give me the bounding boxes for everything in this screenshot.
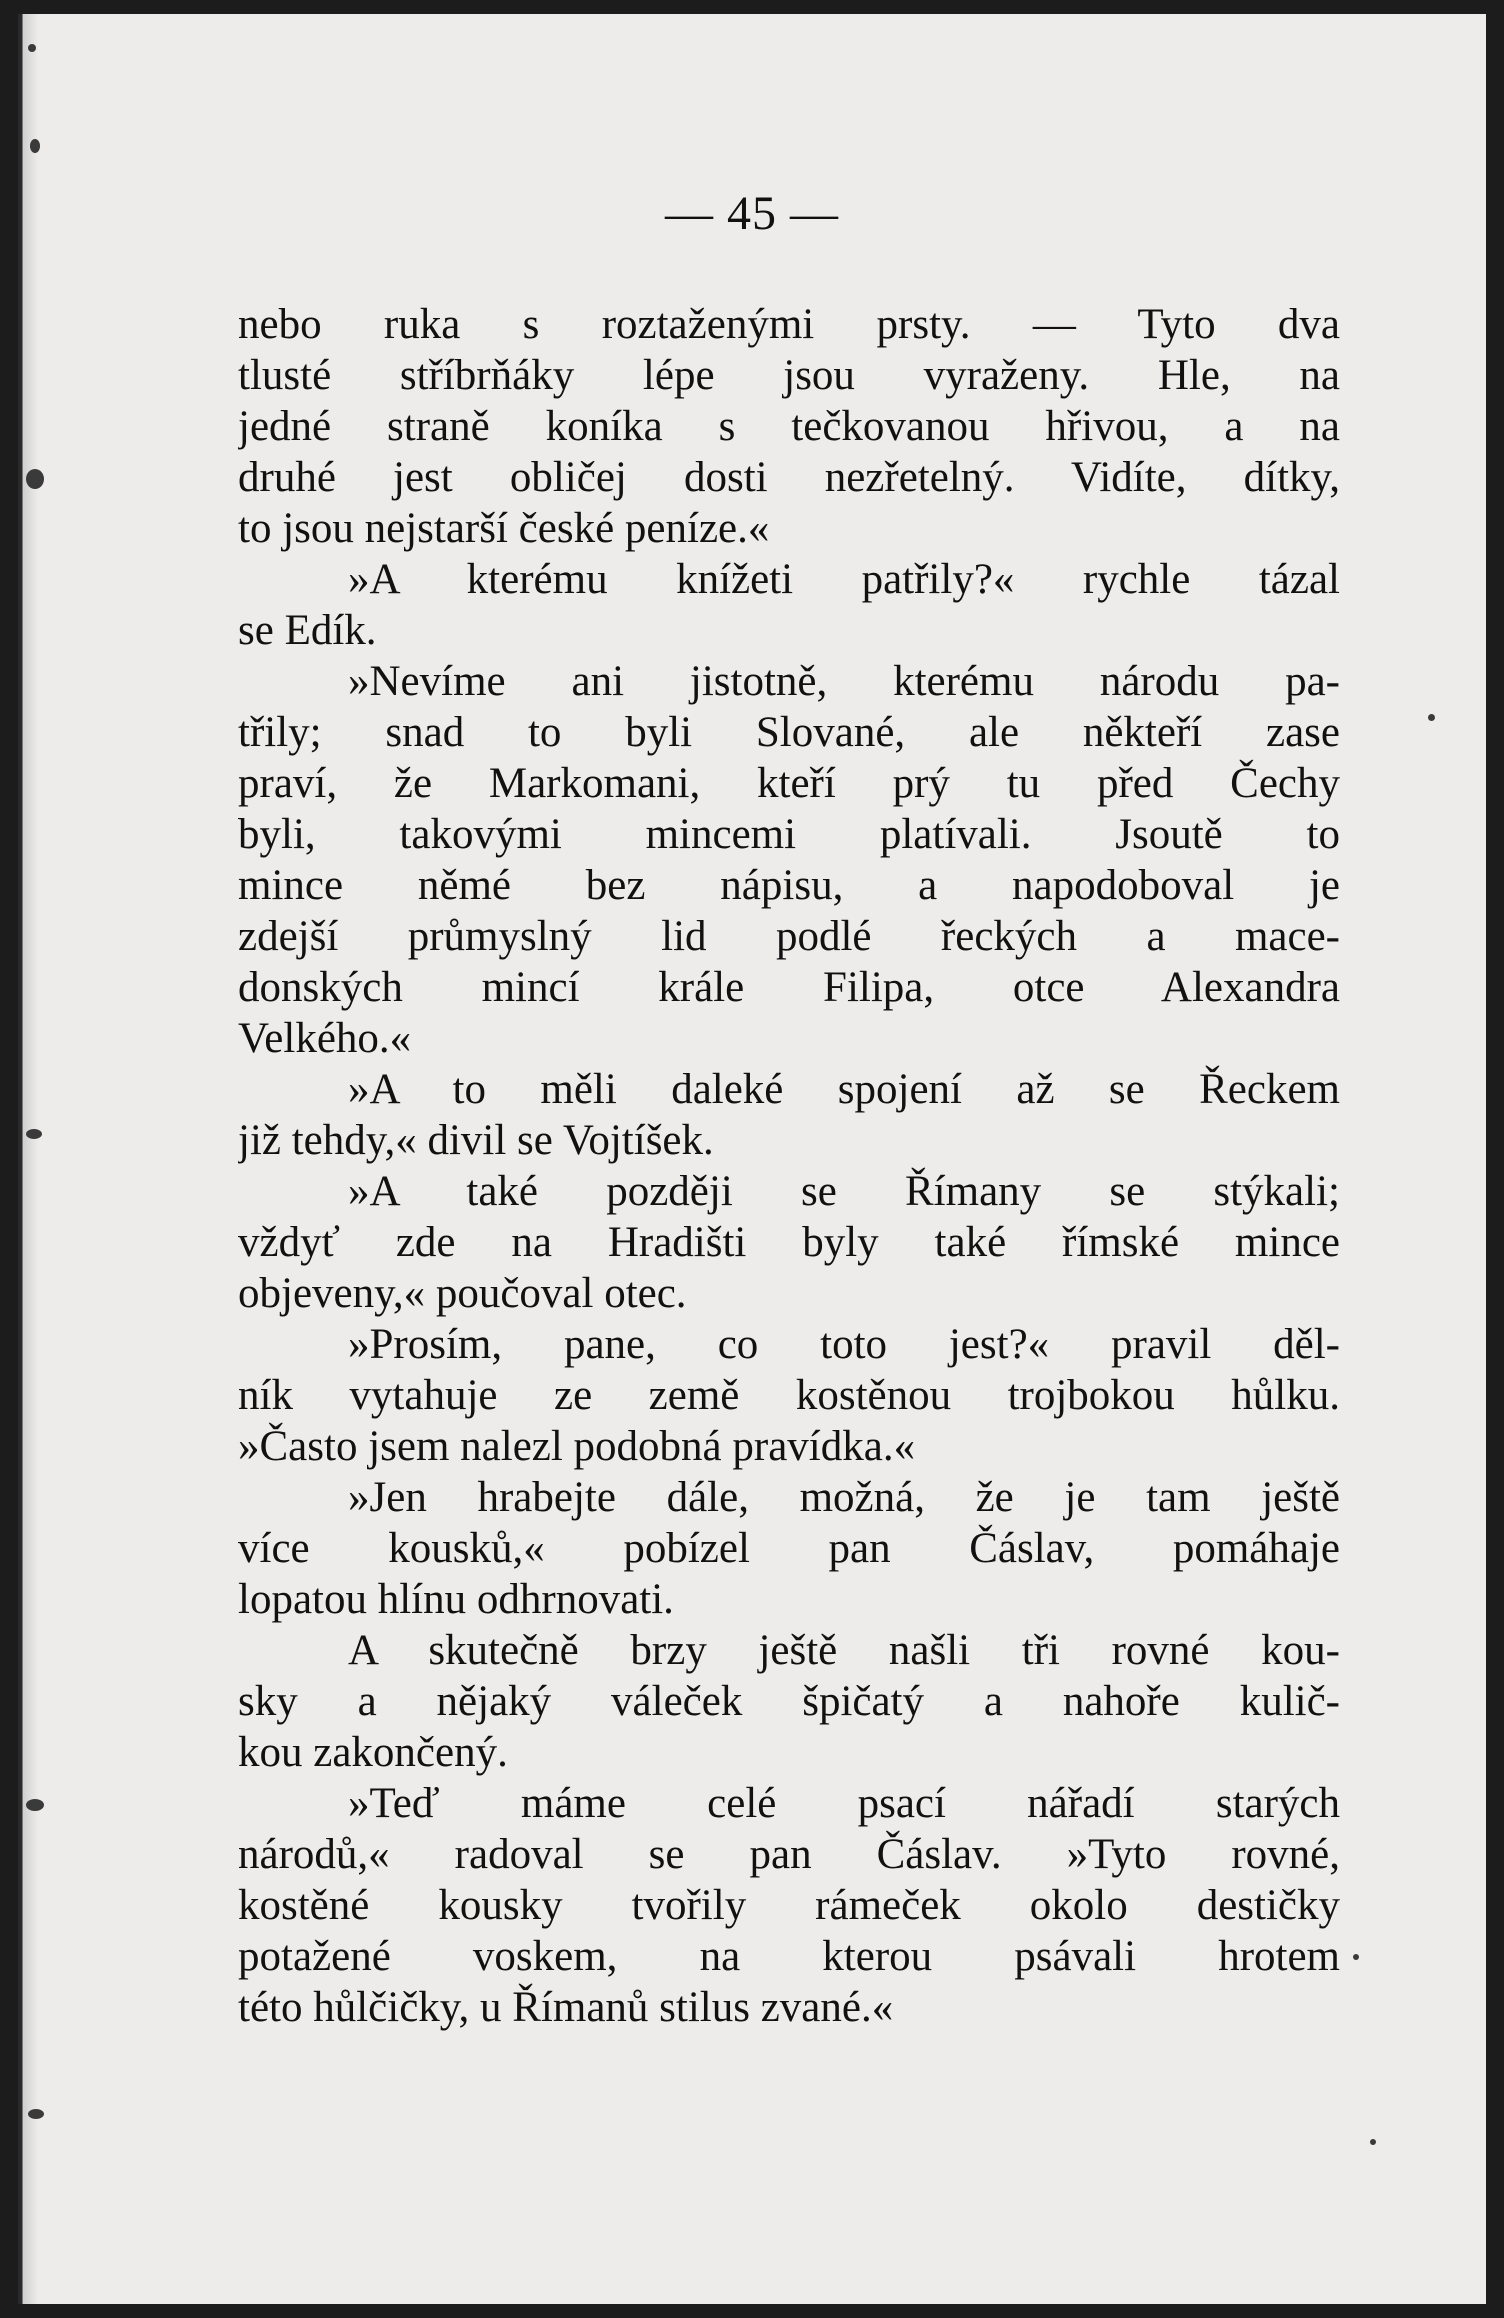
print-speck — [30, 139, 40, 153]
text-line: nebo ruka s roztaženými prsty. — Tyto dva — [238, 301, 1340, 348]
text-line: sky a nějaký váleček špičatý a nahoře kulič- — [238, 1678, 1340, 1725]
print-speck — [26, 469, 44, 489]
print-speck — [28, 2109, 44, 2119]
text-line: »Často jsem nalezl podobná pravídka.« — [238, 1423, 916, 1470]
text-line: »Prosím, pane, co toto jest?« pravil děl- — [348, 1321, 1340, 1368]
text-line: potažené voskem, na kterou psávali hrotem — [238, 1933, 1340, 1980]
body-text — [238, 299, 1340, 2033]
text-line: třily; snad to byli Slované, ale někteří zase — [238, 709, 1340, 756]
text-line: objeveny,« poučoval otec. — [238, 1270, 687, 1317]
text-line: »Teď máme celé psací nářadí starých — [348, 1780, 1340, 1827]
text-line: tlusté stříbrňáky lépe jsou vyraženy. Hle, na — [238, 352, 1340, 399]
text-line: vždyť zde na Hradišti byly také římské mince — [238, 1219, 1340, 1266]
text-line: »Nevíme ani jistotně, kterému národu pa- — [348, 658, 1340, 705]
text-line: donských mincí krále Filipa, otce Alexandra — [238, 964, 1340, 1011]
print-speck — [26, 1129, 42, 1139]
text-line: ník vytahuje ze země kostěnou trojbokou hůlku. — [238, 1372, 1340, 1419]
text-line: »A kterému knížeti patřily?« rychle tázal — [348, 556, 1340, 603]
page-number: — 45 — — [665, 187, 839, 240]
text-line: kou zakončený. — [238, 1729, 508, 1776]
text-line: byli, takovými mincemi platívali. Jsoutě to — [238, 811, 1340, 858]
print-speck — [26, 1799, 44, 1811]
print-speck — [28, 44, 36, 52]
text-line: »A také později se Římany se stýkali; — [348, 1168, 1340, 1215]
text-line: již tehdy,« divil se Vojtíšek. — [238, 1117, 714, 1164]
text-line: více kousků,« pobízel pan Čáslav, pomáhaje — [238, 1525, 1340, 1572]
book-page — [18, 14, 1486, 2304]
text-line: kostěné kousky tvořily rámeček okolo destičky — [238, 1882, 1340, 1929]
text-line: mince němé bez nápisu, a napodoboval je — [238, 862, 1340, 909]
text-line: národů,« radoval se pan Čáslav. »Tyto rovné, — [238, 1831, 1340, 1878]
text-line: praví, že Markomani, kteří prý tu před Čechy — [238, 760, 1340, 807]
text-line: této hůlčičky, u Římanů stilus zvané.« — [238, 1984, 894, 2031]
text-line: zdejší průmyslný lid podlé řeckých a mace- — [238, 913, 1340, 960]
text-line: A skutečně brzy ještě našli tři rovné kou- — [348, 1627, 1340, 1674]
text-line: lopatou hlínu odhrnovati. — [238, 1576, 674, 1623]
print-speck — [1370, 2139, 1376, 2145]
print-speck — [1353, 1954, 1359, 1960]
text-line: to jsou nejstarší české peníze.« — [238, 505, 770, 552]
text-line: jedné straně koníka s tečkovanou hřivou, a na — [238, 403, 1340, 450]
text-line: Velkého.« — [238, 1015, 412, 1062]
text-line: »Jen hrabejte dále, možná, že je tam ještě — [348, 1474, 1340, 1521]
text-line: »A to měli daleké spojení až se Řeckem — [348, 1066, 1340, 1113]
print-speck — [1428, 714, 1435, 721]
text-line: druhé jest obličej dosti nezřetelný. Vidíte, dítky, — [238, 454, 1340, 501]
text-line: se Edík. — [238, 607, 377, 654]
